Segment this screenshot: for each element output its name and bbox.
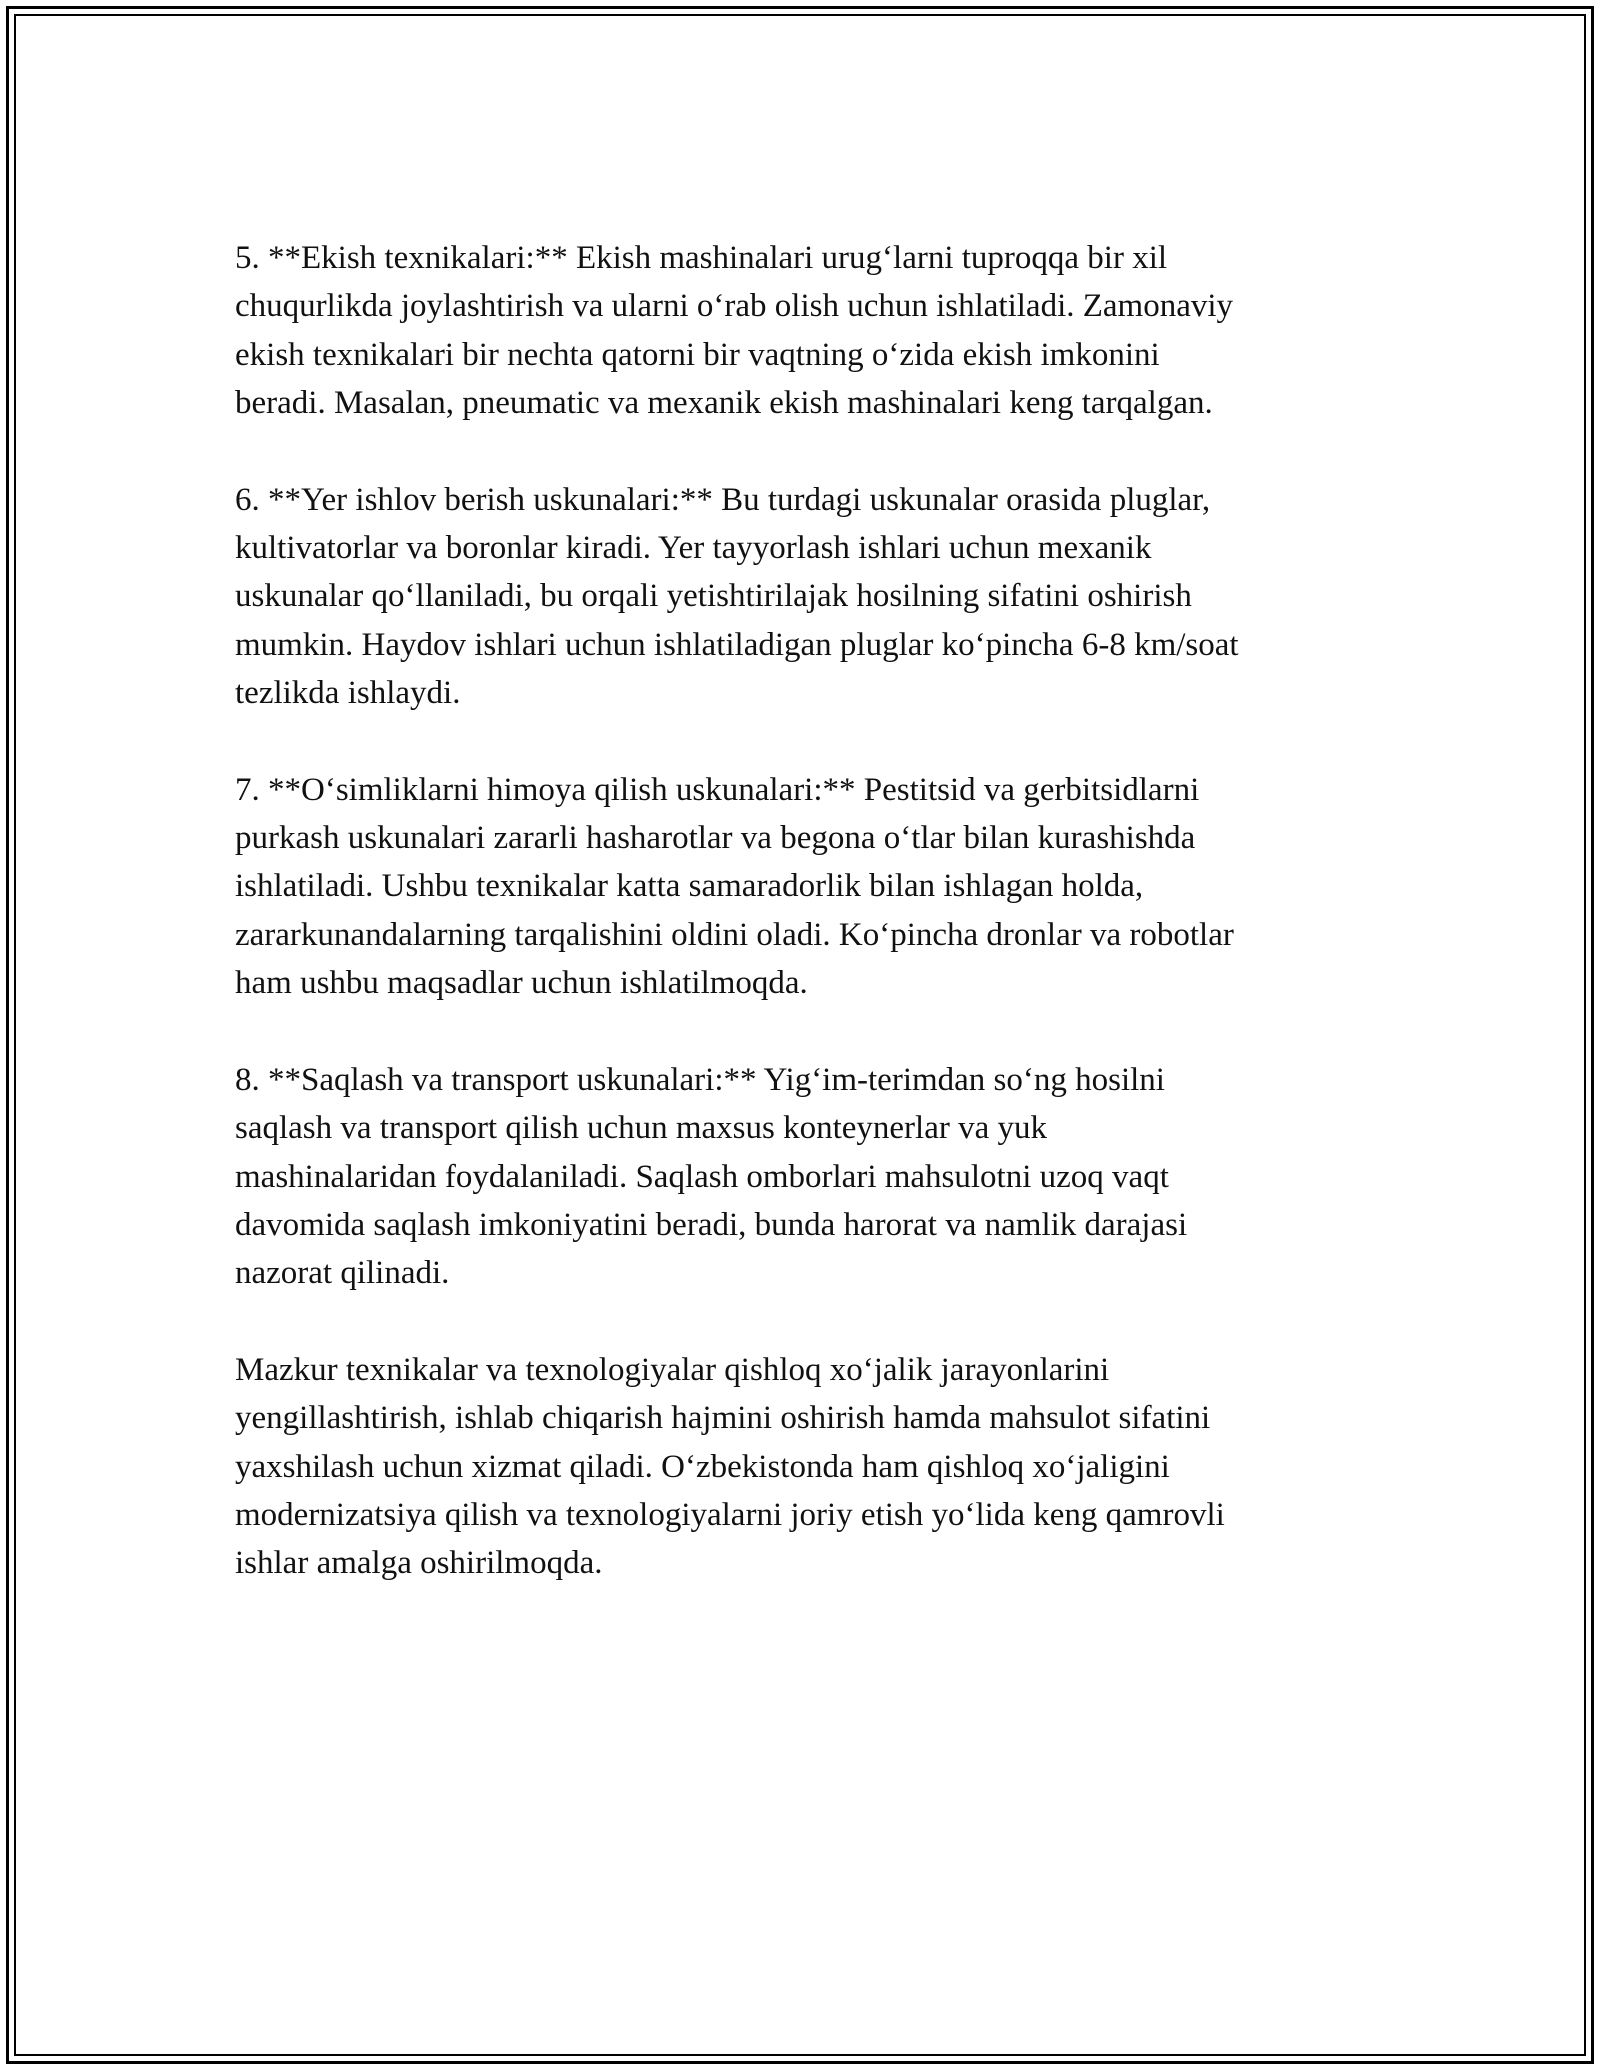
paragraph-tillage-equipment: 6. **Yer ishlov berish uskunalari:** Bu turdagi uskunalar orasida pluglar, kultivatorlar va boronlar kiradi. Yer tayyorlash ishlari uchun mexanik uskunalar qo‘llaniladi, bu orqali yetishtirilajak hosilning sifatini oshirish mumkin. Haydov ishlari uchun ishlatiladigan pluglar ko‘pincha 6-8 km/soat tezlikda ishlaydi. <box>235 481 1239 712</box>
paragraph-conclusion: Mazkur texnikalar va texnologiyalar qishloq xo‘jalik jarayonlarini yengillashtirish, ishlab chiqarish hajmini oshirish hamda mahsulot sifatini yaxshilash uchun xizmat qiladi. O‘zbekistonda ham qishloq xo‘jaligini modernizatsiya qilish va texnologiyalarni joriy etish yo‘lida keng qamrovli ishlar amalga oshirilmoqda. <box>235 1351 1225 1582</box>
paragraph-storage-transport-equipment: 8. **Saqlash va transport uskunalari:** Yig‘im-terimdan so‘ng hosilni saqlash va transport qilish uchun maxsus konteynerlar va yuk mashinalaridan foydalaniladi. Saqlash omborlari mahsulotni uzoq vaqt davomida saqlash imkoniyatini beradi, bunda harorat va namlik darajasi nazorat qilinadi. <box>235 1061 1188 1292</box>
document-body <box>235 234 1365 1588</box>
paragraph-plant-protection-equipment: 7. **O‘simliklarni himoya qilish uskunalari:** Pestitsid va gerbitsidlarni purkash uskunalari zararli hasharotlar va begona o‘tlar bilan kurashishda ishlatiladi. Ushbu texnikalar katta samaradorlik bilan ishlagan holda, zararkunandalarning tarqalishini oldini oladi. Ko‘pincha dronlar va robotlar ham ushbu maqsadlar uchun ishlatilmoqda. <box>235 771 1234 1002</box>
paragraph-sowing-equipment: 5. **Ekish texnikalari:** Ekish mashinalari urug‘larni tuproqqa bir xil chuqurlikda joylashtirish va ularni o‘rab olish uchun ishlatiladi. Zamonaviy ekish texnikalari bir nechta qatorni bir vaqtning o‘zida ekish imkonini beradi. Masalan, pneumatic va mexanik ekish mashinalari keng tarqalgan. <box>235 240 1234 422</box>
